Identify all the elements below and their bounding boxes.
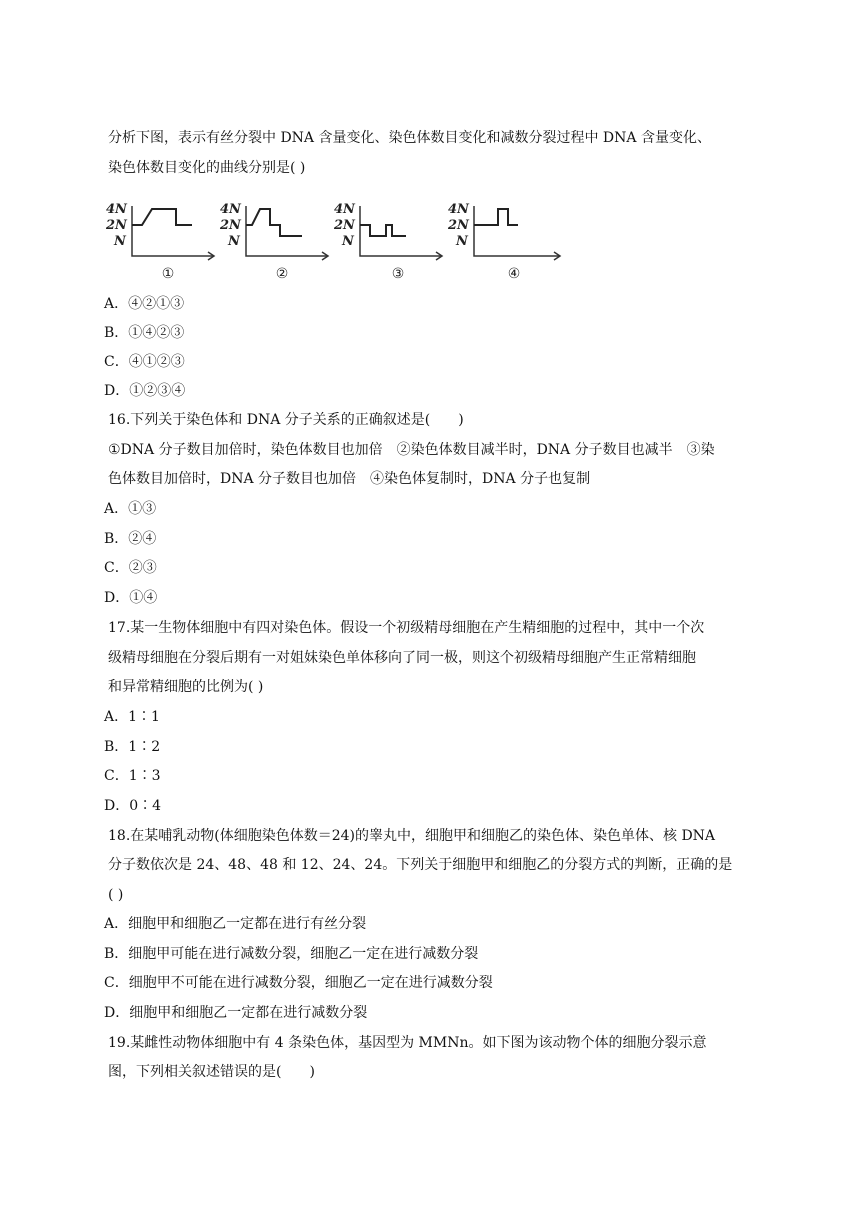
q15-option-d[interactable]: D．①②③④	[104, 383, 186, 399]
q15-option-c[interactable]: C．④①②③	[104, 354, 185, 370]
q17-option-a[interactable]: A．1∶1	[104, 709, 160, 725]
graph-4-label: ④	[507, 266, 521, 282]
graph-4-tick-2n: 2N	[448, 218, 469, 233]
graph-1-tick-n: N	[114, 234, 126, 249]
q16-option-b[interactable]: B．②④	[104, 531, 157, 547]
q18-stem-line-2: 分子数依次是 24、48、48 和 12、24、24。下列关于细胞甲和细胞乙的分裂方式的判断，正确的是	[108, 857, 733, 873]
q16-statement-line-2: 色体数目加倍时，DNA 分子数目也加倍 ④染色体复制时，DNA 分子也复制	[108, 471, 591, 487]
q16-option-a[interactable]: A．①③	[104, 501, 157, 517]
graph-3-label: ③	[391, 266, 405, 282]
q19-stem-line-2: 图，下列相关叙述错误的是( )	[108, 1064, 315, 1080]
graph-panel-1	[104, 194, 216, 286]
graph-2-svg	[218, 194, 330, 286]
graph-2-tick-n: N	[228, 234, 240, 249]
q18-option-d[interactable]: D．细胞甲和细胞乙一定都在进行减数分裂	[104, 1005, 368, 1021]
q15-figure	[104, 194, 564, 286]
graph-1-svg	[104, 194, 216, 286]
graph-panel-2	[218, 194, 330, 286]
q15-option-b[interactable]: B．①④②③	[104, 325, 185, 341]
graph-panel-4	[446, 194, 564, 286]
q16-option-d[interactable]: D．①④	[104, 590, 158, 606]
graph-1-label: ①	[161, 266, 175, 282]
graph-3-curve	[360, 225, 406, 236]
graph-4-curve	[474, 209, 518, 225]
graph-1-curve	[132, 209, 192, 225]
graph-3-svg	[332, 194, 444, 286]
q16-statement-line-1: ①DNA 分子数目加倍时，染色体数目也加倍 ②染色体数目减半时，DNA 分子数目也减半 ③染	[108, 442, 715, 458]
graph-2-label: ②	[275, 266, 289, 282]
q18-stem-line-3: ( )	[108, 887, 124, 903]
graph-3-tick-4n: 4N	[334, 202, 355, 217]
q15-stem-line-1: 分析下图，表示有丝分裂中 DNA 含量变化、染色体数目变化和减数分裂过程中 DNA 含量变化、	[108, 130, 711, 146]
q17-stem-line-1: 17.某一生物体细胞中有四对染色体。假设一个初级精母细胞在产生精细胞的过程中，其中一个次	[108, 620, 705, 636]
q17-stem-line-3: 和异常精细胞的比例为( )	[108, 679, 264, 695]
q15-option-a[interactable]: A．④②①③	[104, 296, 185, 312]
graph-panel-3	[332, 194, 444, 286]
graph-4-svg	[446, 194, 564, 286]
graph-3-tick-2n: 2N	[334, 218, 355, 233]
graph-2-tick-2n: 2N	[220, 218, 241, 233]
q18-option-a[interactable]: A．细胞甲和细胞乙一定都在进行有丝分裂	[104, 916, 367, 932]
q16-stem: 16.下列关于染色体和 DNA 分子关系的正确叙述是( )	[108, 412, 464, 428]
q15-stem-line-2: 染色体数目变化的曲线分别是( )	[108, 160, 306, 176]
q19-stem-line-1: 19.某雌性动物体细胞中有 4 条染色体，基因型为 MMNn。如下图为该动物个体的细胞分裂示意	[108, 1035, 707, 1051]
q18-option-b[interactable]: B．细胞甲可能在进行减数分裂，细胞乙一定在进行减数分裂	[104, 946, 479, 962]
graph-3-tick-n: N	[342, 234, 354, 249]
q16-option-c[interactable]: C．②③	[104, 560, 157, 576]
graph-1-tick-2n: 2N	[106, 218, 127, 233]
graph-4-tick-4n: 4N	[448, 202, 469, 217]
graph-4-tick-n: N	[456, 234, 468, 249]
q18-stem-line-1: 18.在某哺乳动物(体细胞染色体数＝24)的睾丸中，细胞甲和细胞乙的染色体、染色单体、核 DNA	[108, 828, 716, 844]
q17-option-d[interactable]: D．0∶4	[104, 798, 162, 814]
graph-2-curve	[246, 209, 302, 236]
q18-option-c[interactable]: C．细胞甲不可能在进行减数分裂，细胞乙一定在进行减数分裂	[104, 975, 493, 991]
q17-option-b[interactable]: B．1∶2	[104, 739, 161, 755]
q17-stem-line-2: 级精母细胞在分裂后期有一对姐妹染色单体移向了同一极，则这个初级精母细胞产生正常精细胞	[108, 650, 696, 666]
graph-2-tick-4n: 4N	[220, 202, 241, 217]
graph-1-tick-4n: 4N	[106, 202, 127, 217]
q17-option-c[interactable]: C．1∶3	[104, 768, 161, 784]
